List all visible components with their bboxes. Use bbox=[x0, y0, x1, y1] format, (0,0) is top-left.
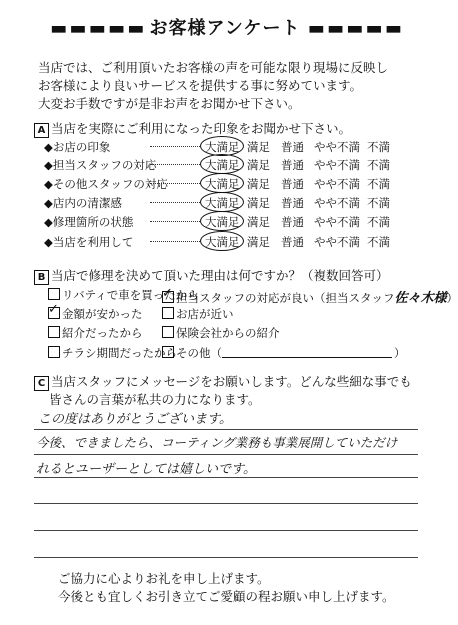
rating-option[interactable]: 大満足 bbox=[205, 158, 240, 172]
rating-option[interactable]: 満足 bbox=[247, 158, 270, 172]
leader-dots bbox=[150, 241, 200, 242]
checkbox-liberty[interactable] bbox=[48, 288, 60, 300]
message-line-6 bbox=[34, 557, 418, 558]
option-staff-close: ） bbox=[446, 291, 458, 305]
option-other-close: ） bbox=[394, 346, 406, 360]
rating-row-label: ◆担当スタッフの対応 bbox=[44, 158, 157, 172]
option-price[interactable] bbox=[48, 306, 143, 322]
section-c-heading bbox=[34, 372, 412, 391]
option-staff[interactable] bbox=[162, 287, 458, 306]
rating-option[interactable]: やや不満 bbox=[314, 235, 360, 249]
rating-row-label: ◆店内の清潔感 bbox=[44, 196, 122, 210]
option-insurance-label: 保険会社からの紹介 bbox=[176, 326, 280, 340]
title-dashes-right: ▬ ▬ ▬ ▬ ▬ bbox=[307, 18, 400, 39]
rating-option[interactable]: 普通 bbox=[281, 177, 304, 191]
option-referral[interactable] bbox=[48, 325, 143, 341]
rating-option[interactable]: 普通 bbox=[281, 140, 304, 154]
section-b-badge: B bbox=[34, 270, 49, 285]
rating-option[interactable]: 不満 bbox=[367, 196, 390, 210]
page-title bbox=[0, 14, 450, 40]
rating-option[interactable]: 不満 bbox=[367, 215, 390, 229]
rating-option[interactable]: 不満 bbox=[367, 140, 390, 154]
footer-line-1: ご協力に心よりお礼を申し上げます。 bbox=[58, 571, 270, 586]
rating-option[interactable]: 満足 bbox=[247, 177, 270, 191]
checkbox-flyer[interactable] bbox=[48, 346, 60, 358]
rating-option[interactable]: やや不満 bbox=[314, 177, 360, 191]
other-input-line[interactable] bbox=[222, 357, 392, 358]
section-b-title: 当店で修理を決めて頂いた理由は何ですか？（複数回答可） bbox=[51, 268, 389, 283]
option-referral-label: 紹介だったから bbox=[62, 326, 143, 340]
handwritten-message-3: れるとユーザーとしては嬉しいです。 bbox=[36, 462, 256, 477]
footer-line-2: 今後とも宜しくお引き立てご愛顧の程お願い申し上げます。 bbox=[58, 589, 395, 604]
leader-dots bbox=[150, 221, 200, 222]
selected-rating-circle bbox=[200, 211, 244, 231]
rating-option[interactable]: 大満足 bbox=[205, 215, 240, 229]
section-b-heading bbox=[34, 266, 389, 285]
option-other-label: その他（ bbox=[176, 346, 222, 360]
title-text: お客様アンケート bbox=[149, 18, 301, 39]
section-c-title: 当店スタッフにメッセージをお願いします。どんな些細な事でも bbox=[51, 374, 412, 389]
section-a-heading bbox=[34, 119, 351, 138]
rating-option[interactable]: やや不満 bbox=[314, 158, 360, 172]
section-a-badge: A bbox=[34, 123, 49, 138]
intro-line-2: お客様により良いサービスを提供する事に努めています。 bbox=[38, 78, 363, 93]
checkbox-other[interactable] bbox=[162, 346, 174, 358]
rating-option[interactable]: 満足 bbox=[247, 140, 270, 154]
rating-option[interactable]: 普通 bbox=[281, 158, 304, 172]
option-other[interactable] bbox=[162, 345, 222, 361]
rating-option[interactable]: 大満足 bbox=[205, 177, 240, 191]
intro-line-1: 当店では、ご利用頂いたお客様の声を可能な限り現場に反映し bbox=[38, 60, 389, 75]
intro-line-3: 大変お手数ですが是非お声をお聞かせ下さい。 bbox=[38, 96, 301, 111]
rating-option[interactable]: 不満 bbox=[367, 158, 390, 172]
checkbox-insurance[interactable] bbox=[162, 326, 174, 338]
rating-option[interactable]: 普通 bbox=[281, 235, 304, 249]
message-line-2 bbox=[34, 454, 418, 455]
section-a-title: 当店を実際にご利用になった印象をお聞かせ下さい。 bbox=[51, 121, 352, 136]
rating-option[interactable]: やや不満 bbox=[314, 196, 360, 210]
title-dashes-left: ▬ ▬ ▬ ▬ ▬ bbox=[50, 18, 143, 39]
message-line-3 bbox=[34, 477, 418, 478]
option-flyer-label: チラシ期間だったから bbox=[62, 346, 177, 360]
rating-row-label: ◆その他スタッフの対応 bbox=[44, 177, 168, 191]
option-price-label: 金額が安かった bbox=[62, 307, 143, 321]
rating-option[interactable]: 不満 bbox=[367, 177, 390, 191]
message-line-1 bbox=[34, 429, 418, 430]
leader-dots bbox=[150, 202, 200, 203]
handwritten-message-2: 今後、できましたら、コーティング業務も事業展開していただけ bbox=[36, 435, 398, 450]
rating-option[interactable]: やや不満 bbox=[314, 215, 360, 229]
checkbox-staff[interactable] bbox=[162, 291, 174, 303]
checkbox-price[interactable] bbox=[48, 307, 60, 319]
handwritten-message-1: この度はありがとうございます。 bbox=[38, 412, 232, 427]
selected-rating-circle bbox=[200, 173, 244, 193]
option-flyer[interactable] bbox=[48, 345, 177, 361]
option-insurance[interactable] bbox=[162, 325, 280, 341]
leader-dots bbox=[150, 183, 200, 184]
option-near-label: お店が近い bbox=[176, 307, 234, 321]
rating-option[interactable]: 満足 bbox=[247, 235, 270, 249]
leader-dots bbox=[150, 164, 200, 165]
section-c-badge: C bbox=[34, 376, 49, 391]
rating-option[interactable]: 満足 bbox=[247, 196, 270, 210]
checkbox-referral[interactable] bbox=[48, 326, 60, 338]
option-staff-label: 担当スタッフの対応が良い（担当スタッフ bbox=[176, 291, 395, 305]
message-line-4 bbox=[34, 503, 418, 504]
rating-option[interactable]: 大満足 bbox=[205, 196, 240, 210]
rating-option[interactable]: 大満足 bbox=[205, 235, 240, 249]
rating-row-label: ◆当店を利用して bbox=[44, 235, 134, 249]
rating-row-label: ◆お店の印象 bbox=[44, 140, 111, 154]
selected-rating-circle bbox=[200, 136, 244, 156]
rating-option[interactable]: 満足 bbox=[247, 215, 270, 229]
selected-rating-circle bbox=[200, 231, 244, 251]
rating-row-label: ◆修理箇所の状態 bbox=[44, 215, 134, 229]
leader-dots bbox=[150, 146, 200, 147]
rating-option[interactable]: 大満足 bbox=[205, 140, 240, 154]
selected-rating-circle bbox=[200, 192, 244, 212]
option-near[interactable] bbox=[162, 306, 234, 322]
rating-option[interactable]: 不満 bbox=[367, 235, 390, 249]
staff-name-handwritten: 佐々木様 bbox=[394, 291, 447, 306]
selected-rating-circle bbox=[200, 154, 244, 174]
rating-option[interactable]: やや不満 bbox=[314, 140, 360, 154]
message-line-5 bbox=[34, 530, 418, 531]
rating-option[interactable]: 普通 bbox=[281, 215, 304, 229]
rating-option[interactable]: 普通 bbox=[281, 196, 304, 210]
section-c-title-2: 皆さんの言葉が私共の力になります。 bbox=[49, 392, 261, 407]
option-liberty-label: リバティで車を買ったから bbox=[62, 288, 199, 302]
checkbox-near[interactable] bbox=[162, 307, 174, 319]
